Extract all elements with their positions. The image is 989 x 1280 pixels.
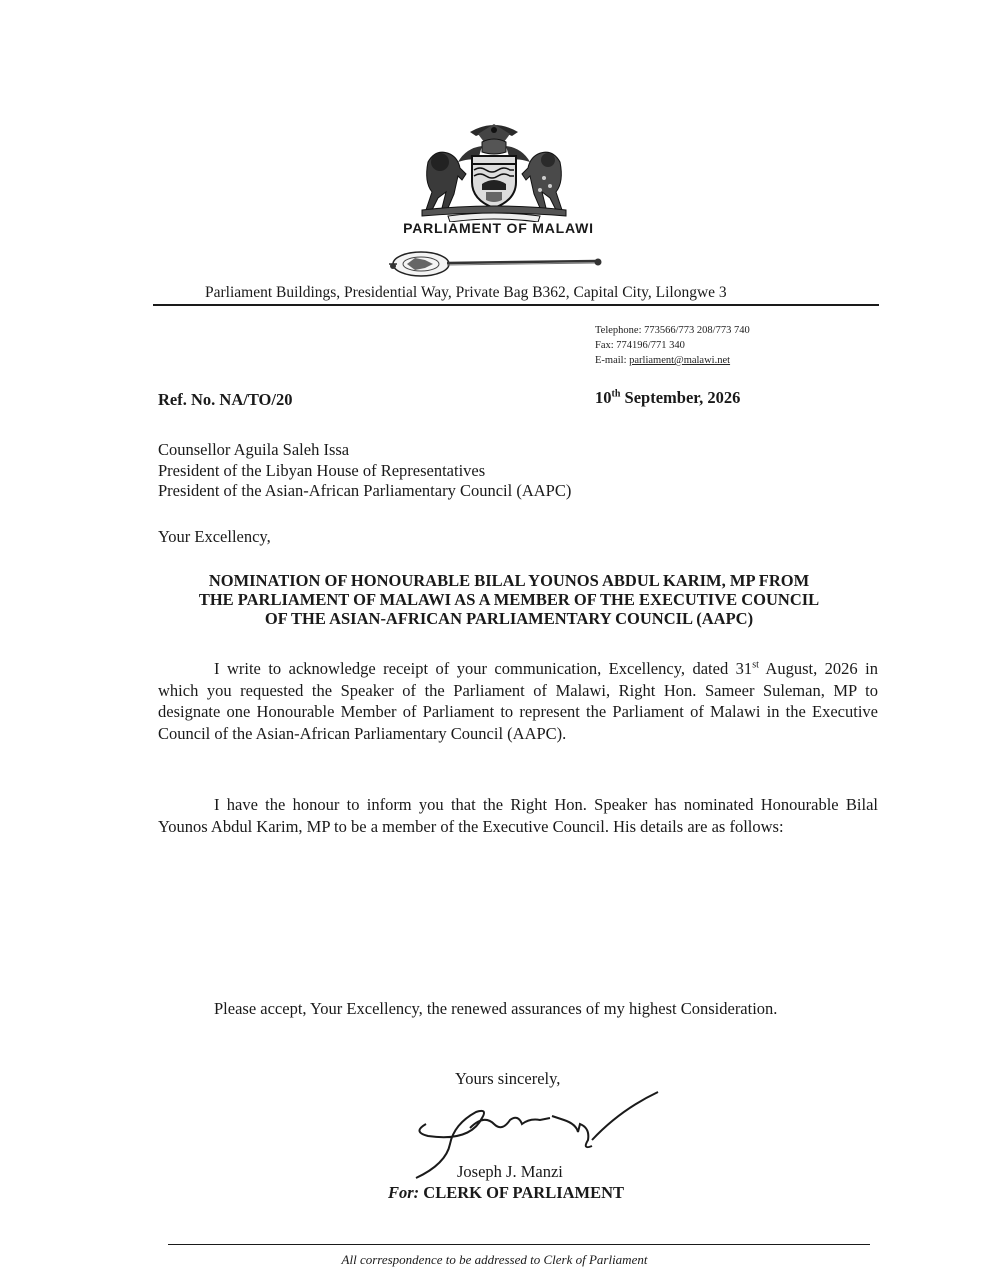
email-line xyxy=(595,353,750,368)
paragraph-acknowledgement xyxy=(158,658,878,744)
recipient-title-2: President of the Asian-African Parliamentary Council (AAPC) xyxy=(158,481,572,500)
salutation: Your Excellency, xyxy=(158,527,271,546)
subject-heading xyxy=(150,571,868,628)
recipient-block xyxy=(158,440,571,502)
date-day: 10 xyxy=(595,388,612,407)
para1-ordinal: st xyxy=(752,659,759,671)
letterhead-address: Parliament Buildings, Presidential Way, Private Bag B362, Capital City, Lilongwe 3 xyxy=(205,284,727,301)
email-link[interactable]: parliament@malawi.net xyxy=(629,355,731,366)
para3-text: Please accept, Your Excellency, the renewed assurances of my highest Consideration. xyxy=(214,999,778,1018)
para2-text: I have the honour to inform you that the Right Hon. Speaker has nominated Honourable Bilal Younos Abdul Karim, MP to be a member of the Executive Council. His details are as follows: xyxy=(158,795,878,836)
letter-date xyxy=(595,388,740,408)
paragraph-nomination xyxy=(158,794,878,837)
org-name: PARLIAMENT OF MALAWI xyxy=(403,220,594,236)
recipient-title-1: President of the Libyan House of Representatives xyxy=(158,460,486,480)
subject-line-2: THE PARLIAMENT OF MALAWI AS A MEMBER OF THE EXECUTIVE COUNCIL xyxy=(198,590,820,609)
date-rest: September, 2026 xyxy=(620,388,741,407)
telephone: Telephone: 773566/773 208/773 740 xyxy=(595,325,750,336)
recipient-name: Counsellor Aguila Saleh Issa xyxy=(158,440,350,459)
para1-text-a: I write to acknowledge receipt of your communication, Excellency, dated 31 xyxy=(214,659,753,678)
paragraph-closing xyxy=(158,998,878,1020)
for-title: CLERK OF PARLIAMENT xyxy=(419,1183,625,1202)
para1-text-b: August, 2026 in which you requested the Speaker of the Parliament of Malawi, Right Hon. Sameer Suleman, MP to designate one Honourable Member of Parliament to represent the Parliament of Malawi in the Executive Council of the Asian-African Parliamentary Council (AAPC). xyxy=(158,659,878,743)
contact-block xyxy=(595,323,750,368)
letterhead-divider xyxy=(153,304,879,306)
footer-note: All correspondence to be addressed to Clerk of Parliament xyxy=(341,1252,648,1267)
subject-line-3: OF THE ASIAN-AFRICAN PARLIAMENTARY COUNCIL (AAPC) xyxy=(264,609,754,628)
coat-of-arms-icon xyxy=(408,118,580,222)
fax: Fax: 774196/771 340 xyxy=(595,340,685,351)
reference-number: Ref. No. NA/TO/20 xyxy=(158,390,293,409)
for-label: For: xyxy=(388,1183,420,1202)
date-suffix: th xyxy=(611,388,621,400)
subject-line-1: NOMINATION OF HONOURABLE BILAL YOUNOS ABDUL KARIM, MP FROM xyxy=(208,571,810,590)
ceremonial-mace-icon xyxy=(385,248,605,280)
footer-divider xyxy=(168,1244,870,1245)
signer-title xyxy=(388,1183,624,1203)
signer-name: Joseph J. Manzi xyxy=(457,1162,563,1181)
complimentary-close: Yours sincerely, xyxy=(455,1069,561,1088)
email-label: E-mail: xyxy=(595,355,627,366)
